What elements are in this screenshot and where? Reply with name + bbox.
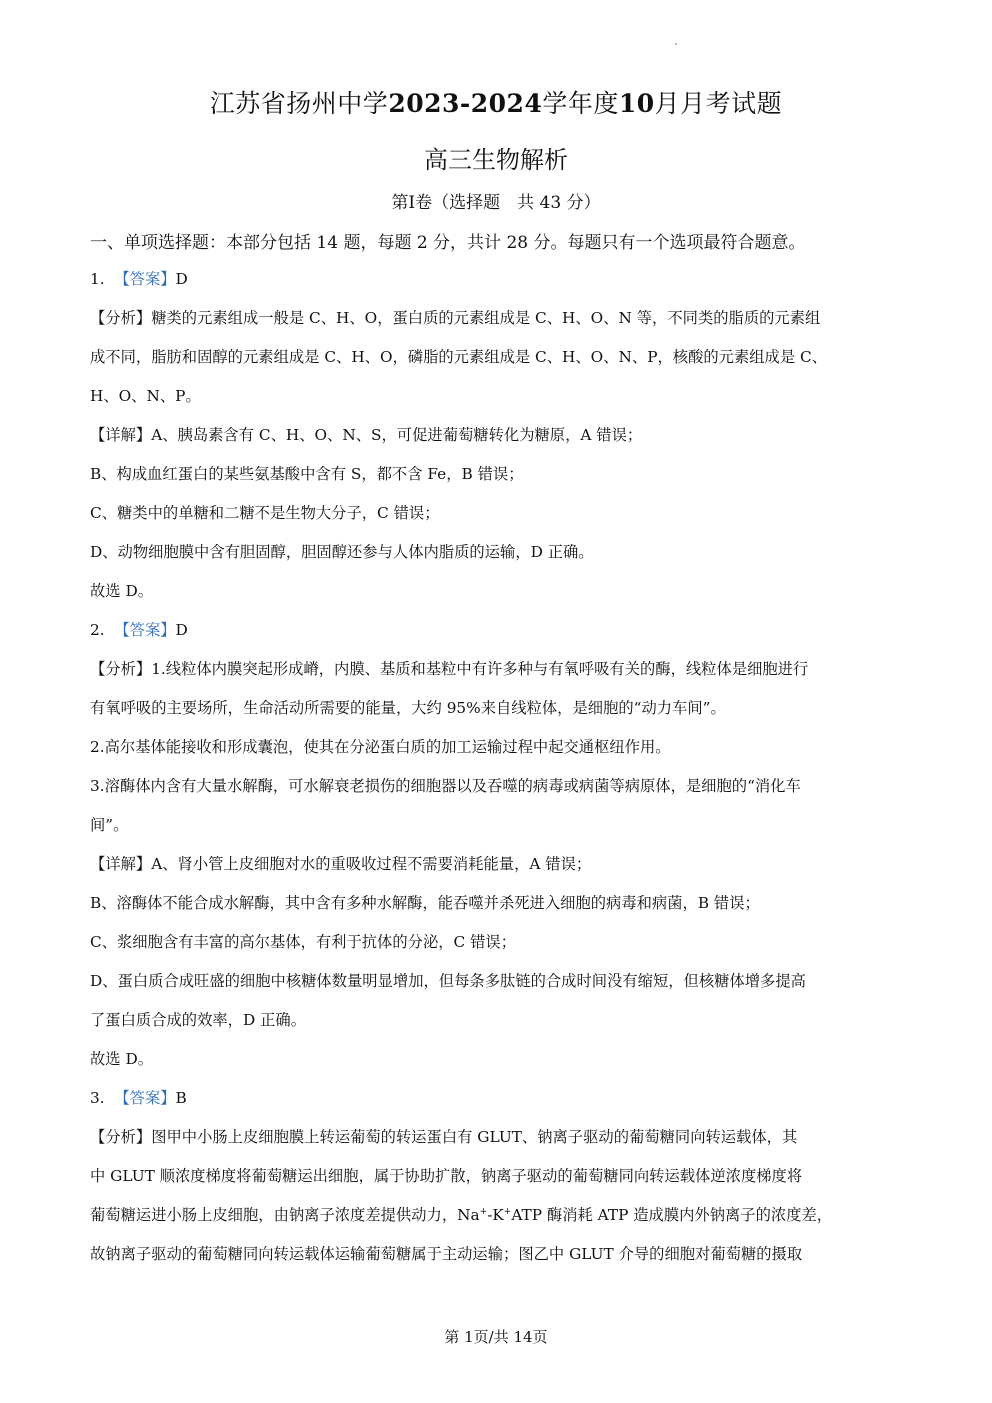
text-run: 葡萄糖运进小肠上皮细胞，由钠离子浓度差提供动力，Na xyxy=(90,1206,480,1224)
q3-analysis-line: 【分析】图甲中小肠上皮细胞膜上转运葡萄的转运蛋白有 GLUT、钠离子驱动的葡萄糖同向转运载体，其 xyxy=(90,1128,798,1146)
q2-analysis-line: 【分析】1.线粒体内膜突起形成嵴，内膜、基质和基粒中有许多种与有氧呼吸有关的酶，线粒体是细胞进行 xyxy=(90,660,809,678)
q3-answer-line xyxy=(90,1086,905,1108)
text-run: -K xyxy=(487,1206,504,1224)
page-title xyxy=(0,84,992,120)
title-year: 2023-2024 xyxy=(388,89,543,118)
answer-value: B xyxy=(175,1089,187,1107)
q1-analysis-line: 【分析】糖类的元素组成一般是 C、H、O，蛋白质的元素组成是 C、H、O、N 等，不同类的脂质的元素组 xyxy=(90,309,821,327)
section-heading: 一、单项选择题：本部分包括 14 题，每题 2 分，共计 28 分。每题只有一个选项最符合题意。 xyxy=(90,233,806,253)
q2-conclusion: 故选 D。 xyxy=(90,1050,154,1068)
q2-analysis-line: 有氧呼吸的主要场所，生命活动所需要的能量，大约 95%来自线粒体，是细胞的“动力车间”。 xyxy=(90,699,726,717)
q2-detail-line: D、蛋白质合成旺盛的细胞中核糖体数量明显增加，但每条多肽链的合成时间没有缩短，但核糖体增多提高 xyxy=(90,972,806,990)
q1-detail-line: B、构成血红蛋白的某些氨基酸中含有 S，都不含 Fe，B 错误； xyxy=(90,465,524,483)
scan-speck xyxy=(675,43,677,45)
answer-label: 【答案】 xyxy=(114,270,176,288)
q3-analysis-line: 中 GLUT 顺浓度梯度将葡萄糖运出细胞，属于协助扩散，钠离子驱动的葡萄糖同向转运载体逆浓度梯度将 xyxy=(90,1167,803,1185)
q2-analysis-line: 3.溶酶体内含有大量水解酶，可水解衰老损伤的细胞器以及吞噬的病毒或病菌等病原体，是细胞的“消化车 xyxy=(90,777,801,795)
q3-analysis-line xyxy=(90,1203,905,1225)
title-part: 学年度 xyxy=(542,89,619,118)
q1-detail-line: C、糖类中的单糖和二糖不是生物大分子，C 错误； xyxy=(90,504,440,522)
q2-analysis-line: 2.高尔基体能接收和形成囊泡，使其在分泌蛋白质的加工运输过程中起交通枢纽作用。 xyxy=(90,738,671,756)
q1-detail-line: D、动物细胞膜中含有胆固醇，胆固醇还参与人体内脂质的运输，D 正确。 xyxy=(90,543,594,561)
q1-answer-line xyxy=(90,267,905,289)
title-part: 江苏省扬州中学 xyxy=(209,89,389,118)
q1-conclusion: 故选 D。 xyxy=(90,582,154,600)
answer-label: 【答案】 xyxy=(114,621,176,639)
superscript: + xyxy=(503,1206,512,1217)
q2-detail-line: 了蛋白质合成的效率，D 正确。 xyxy=(90,1011,306,1029)
answer-value: D xyxy=(175,270,188,288)
title-month: 10 xyxy=(618,89,655,118)
question-number: 1. xyxy=(90,270,105,288)
q2-analysis-line: 间”。 xyxy=(90,816,129,834)
superscript: + xyxy=(479,1206,488,1217)
text-run: ATP 酶消耗 ATP 造成膜内外钠离子的浓度差， xyxy=(511,1206,833,1224)
q2-detail-line: C、浆细胞含有丰富的高尔基体，有利于抗体的分泌，C 错误； xyxy=(90,933,516,951)
q2-detail-line: B、溶酶体不能合成水解酶，其中含有多种水解酶，能吞噬并杀死进入细胞的病毒和病菌，B 错误； xyxy=(90,894,760,912)
question-number: 2. xyxy=(90,621,105,639)
question-number: 3. xyxy=(90,1089,105,1107)
volume-heading: 第Ⅰ卷（选择题 共 43 分） xyxy=(391,193,601,213)
page-subtitle: 高三生物解析 xyxy=(424,146,568,174)
answer-value: D xyxy=(175,621,188,639)
q3-analysis-line: 故钠离子驱动的葡萄糖同向转运载体运输葡萄糖属于主动运输；图乙中 GLUT 介导的细胞对葡萄糖的摄取 xyxy=(90,1245,803,1263)
page-footer: 第 1页/共 14页 xyxy=(444,1328,548,1346)
q2-detail-line: 【详解】A、肾小管上皮细胞对水的重吸收过程不需要消耗能量，A 错误； xyxy=(90,855,592,873)
q1-analysis-line: 成不同，脂肪和固醇的元素组成是 C、H、O，磷脂的元素组成是 C、H、O、N、P，核酸的元素组成是 C、 xyxy=(90,348,828,366)
title-part: 月月考试题 xyxy=(654,89,783,118)
q1-detail-line: 【详解】A、胰岛素含有 C、H、O、N、S，可促进葡萄糖转化为糖原，A 错误； xyxy=(90,426,643,444)
q2-answer-line xyxy=(90,618,905,640)
answer-label: 【答案】 xyxy=(114,1089,176,1107)
q1-analysis-line: H、O、N、P。 xyxy=(90,387,201,405)
